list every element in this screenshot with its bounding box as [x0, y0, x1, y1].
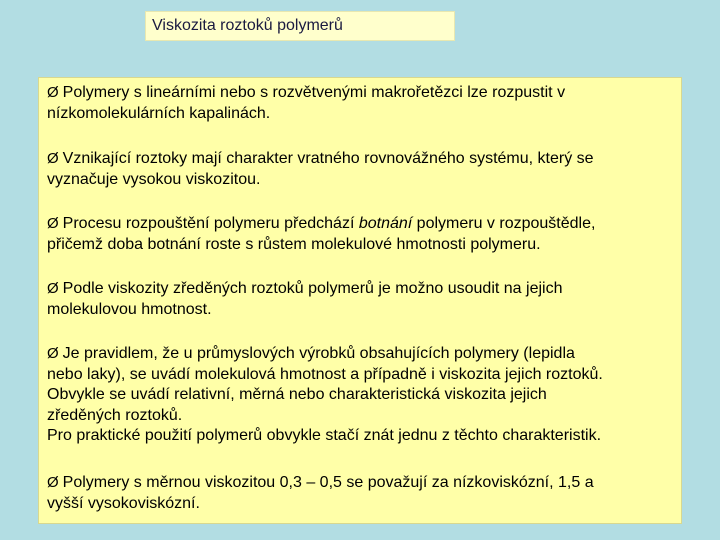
- bullet-3-line-1-end: polymeru v rozpouštědle,: [412, 215, 596, 232]
- bullet-2-line-2: vyznačuje vysokou viskozitou.: [47, 170, 261, 188]
- bullet-4-line-1: Podle viskozity zředěných roztoků polymerů je možno usoudit na jejich: [62, 280, 563, 297]
- bullet-6-line-2: vyšší vysokoviskózní.: [47, 494, 200, 512]
- bullet-6: [47, 473, 673, 514]
- arrow-bullet-icon: Ø: [47, 474, 59, 491]
- arrow-bullet-icon: Ø: [47, 215, 59, 232]
- bullet-3: [47, 214, 673, 255]
- arrow-bullet-icon: Ø: [47, 84, 59, 101]
- bullet-3-emphasis: botnání: [358, 215, 413, 232]
- bullet-5: [47, 344, 673, 447]
- slide-title-box: [145, 11, 455, 41]
- bullet-5-line-2: nebo laky), se uvádí molekulová hmotnost a případně i viskozita jejich roztoků.: [47, 365, 603, 383]
- bullet-1-line-2: nízkomolekulárních kapalinách.: [47, 104, 271, 122]
- bullet-5-line-5: Pro praktické použití polymerů obvykle stačí znát jednu z těchto charakteristik.: [47, 427, 602, 445]
- bullet-6-line-1: Polymery s měrnou viskozitou 0,3 – 0,5 se považují za nízkoviskózní, 1,5 a: [62, 474, 594, 491]
- bullet-4: [47, 279, 673, 320]
- slide-title: Viskozita roztoků polymerů: [152, 17, 343, 34]
- content-box: [38, 77, 682, 524]
- bullet-2-line-1: Vznikající roztoky mají charakter vratného rovnovážného systému, který se: [62, 150, 594, 167]
- bullet-5-line-4: zředěných roztoků.: [47, 406, 183, 424]
- bullet-4-line-2: molekulovou hmotnost.: [47, 300, 212, 318]
- bullet-1: [47, 83, 673, 124]
- bullet-2: [47, 149, 673, 190]
- bullet-5-line-3: Obvykle se uvádí relativní, měrná nebo charakteristická viskozita jejich: [47, 386, 547, 404]
- bullet-3-line-2: přičemž doba botnání roste s růstem molekulové hmotnosti polymeru.: [47, 235, 541, 253]
- arrow-bullet-icon: Ø: [47, 280, 59, 297]
- bullet-5-line-1: Je pravidlem, že u průmyslových výrobků obsahujících polymery (lepidla: [62, 345, 575, 362]
- arrow-bullet-icon: Ø: [47, 150, 59, 167]
- bullet-3-line-1-start: Procesu rozpouštění polymeru předchází: [62, 215, 359, 232]
- arrow-bullet-icon: Ø: [47, 345, 59, 362]
- bullet-1-line-1: Polymery s lineárními nebo s rozvětvenými makrořetězci lze rozpustit v: [62, 84, 566, 101]
